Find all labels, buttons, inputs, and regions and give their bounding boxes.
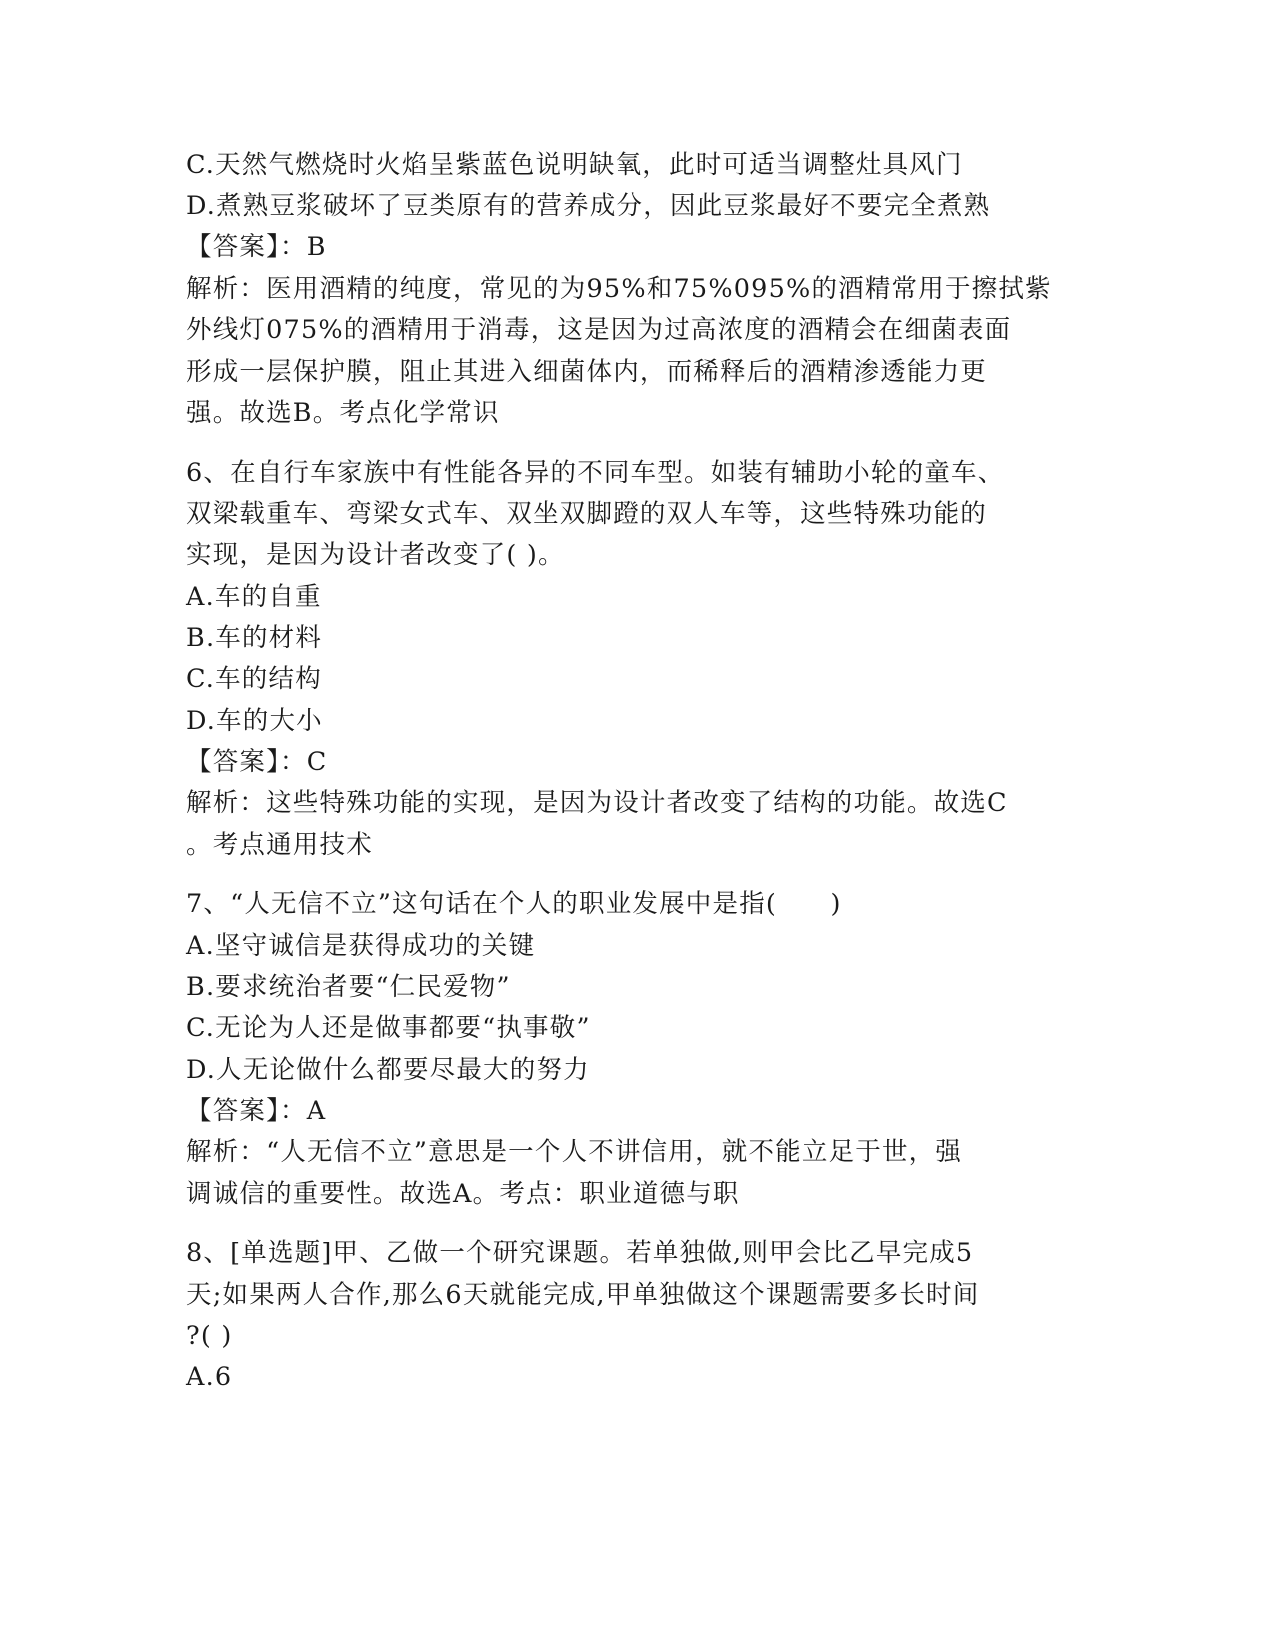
q6-stem-line-2: 双梁载重车、弯梁女式车、双坐双脚蹬的双人车等，这些特殊功能的 xyxy=(186,499,988,529)
q6-option-a: A.车的自重 xyxy=(186,582,322,612)
q8-option-a: A.6 xyxy=(186,1362,233,1392)
q6-stem-line-1: 6、在自行车家族中有性能各异的不同车型。如装有辅助小轮的童车、 xyxy=(186,458,1005,488)
q5-explanation-line-4: 强。故选B。考点化学常识 xyxy=(186,398,500,428)
q6-option-d: D.车的大小 xyxy=(186,706,323,736)
q7-stem: 7、“人无信不立”这句话在个人的职业发展中是指( ) xyxy=(186,889,842,919)
q6-explanation-line-2: 。考点通用技术 xyxy=(186,830,373,860)
q5-explanation-line-1: 解析：医用酒精的纯度，常见的为95%和75%095%的酒精常用于擦拭紫 xyxy=(186,274,1052,304)
q6-answer: 【答案】：C xyxy=(186,747,328,777)
q7-answer: 【答案】：A xyxy=(186,1096,327,1126)
q7-explanation-line-2: 调诚信的重要性。故选A。考点：职业道德与职 xyxy=(186,1179,740,1209)
q8-stem-line-2: 天;如果两人合作,那么6天就能完成,甲单独做这个课题需要多长时间 xyxy=(186,1280,980,1310)
q6-explanation-line-1: 解析：这些特殊功能的实现，是因为设计者改变了结构的功能。故选C xyxy=(186,788,1008,818)
q8-stem-line-3: ?( ) xyxy=(186,1321,233,1351)
q7-option-c: C.无论为人还是做事都要“执事敬” xyxy=(186,1013,591,1043)
q5-option-d: D.煮熟豆浆破坏了豆类原有的营养成分，因此豆浆最好不要完全煮熟 xyxy=(186,191,991,221)
q7-explanation-line-1: 解析：“人无信不立”意思是一个人不讲信用，就不能立足于世，强 xyxy=(186,1137,963,1167)
q7-option-d: D.人无论做什么都要尽最大的努力 xyxy=(186,1055,590,1085)
q5-option-c: C.天然气燃烧时火焰呈紫蓝色说明缺氧，此时可适当调整灶具风门 xyxy=(186,150,963,180)
q6-stem-line-3: 实现，是因为设计者改变了( )。 xyxy=(186,540,565,570)
q5-answer: 【答案】：B xyxy=(186,232,327,262)
q8-stem-line-1: 8、[单选题]甲、乙做一个研究课题。若单独做,则甲会比乙早完成5 xyxy=(186,1238,974,1268)
q6-option-c: C.车的结构 xyxy=(186,664,322,694)
q5-explanation-line-2: 外线灯075%的酒精用于消毒，这是因为过高浓度的酒精会在细菌表面 xyxy=(186,315,1012,345)
q7-option-a: A.坚守诚信是获得成功的关键 xyxy=(186,931,536,961)
q7-option-b: B.要求统治者要“仁民爱物” xyxy=(186,972,511,1002)
q6-option-b: B.车的材料 xyxy=(186,623,323,653)
q5-explanation-line-3: 形成一层保护膜，阻止其进入细菌体内，而稀释后的酒精渗透能力更 xyxy=(186,357,988,387)
